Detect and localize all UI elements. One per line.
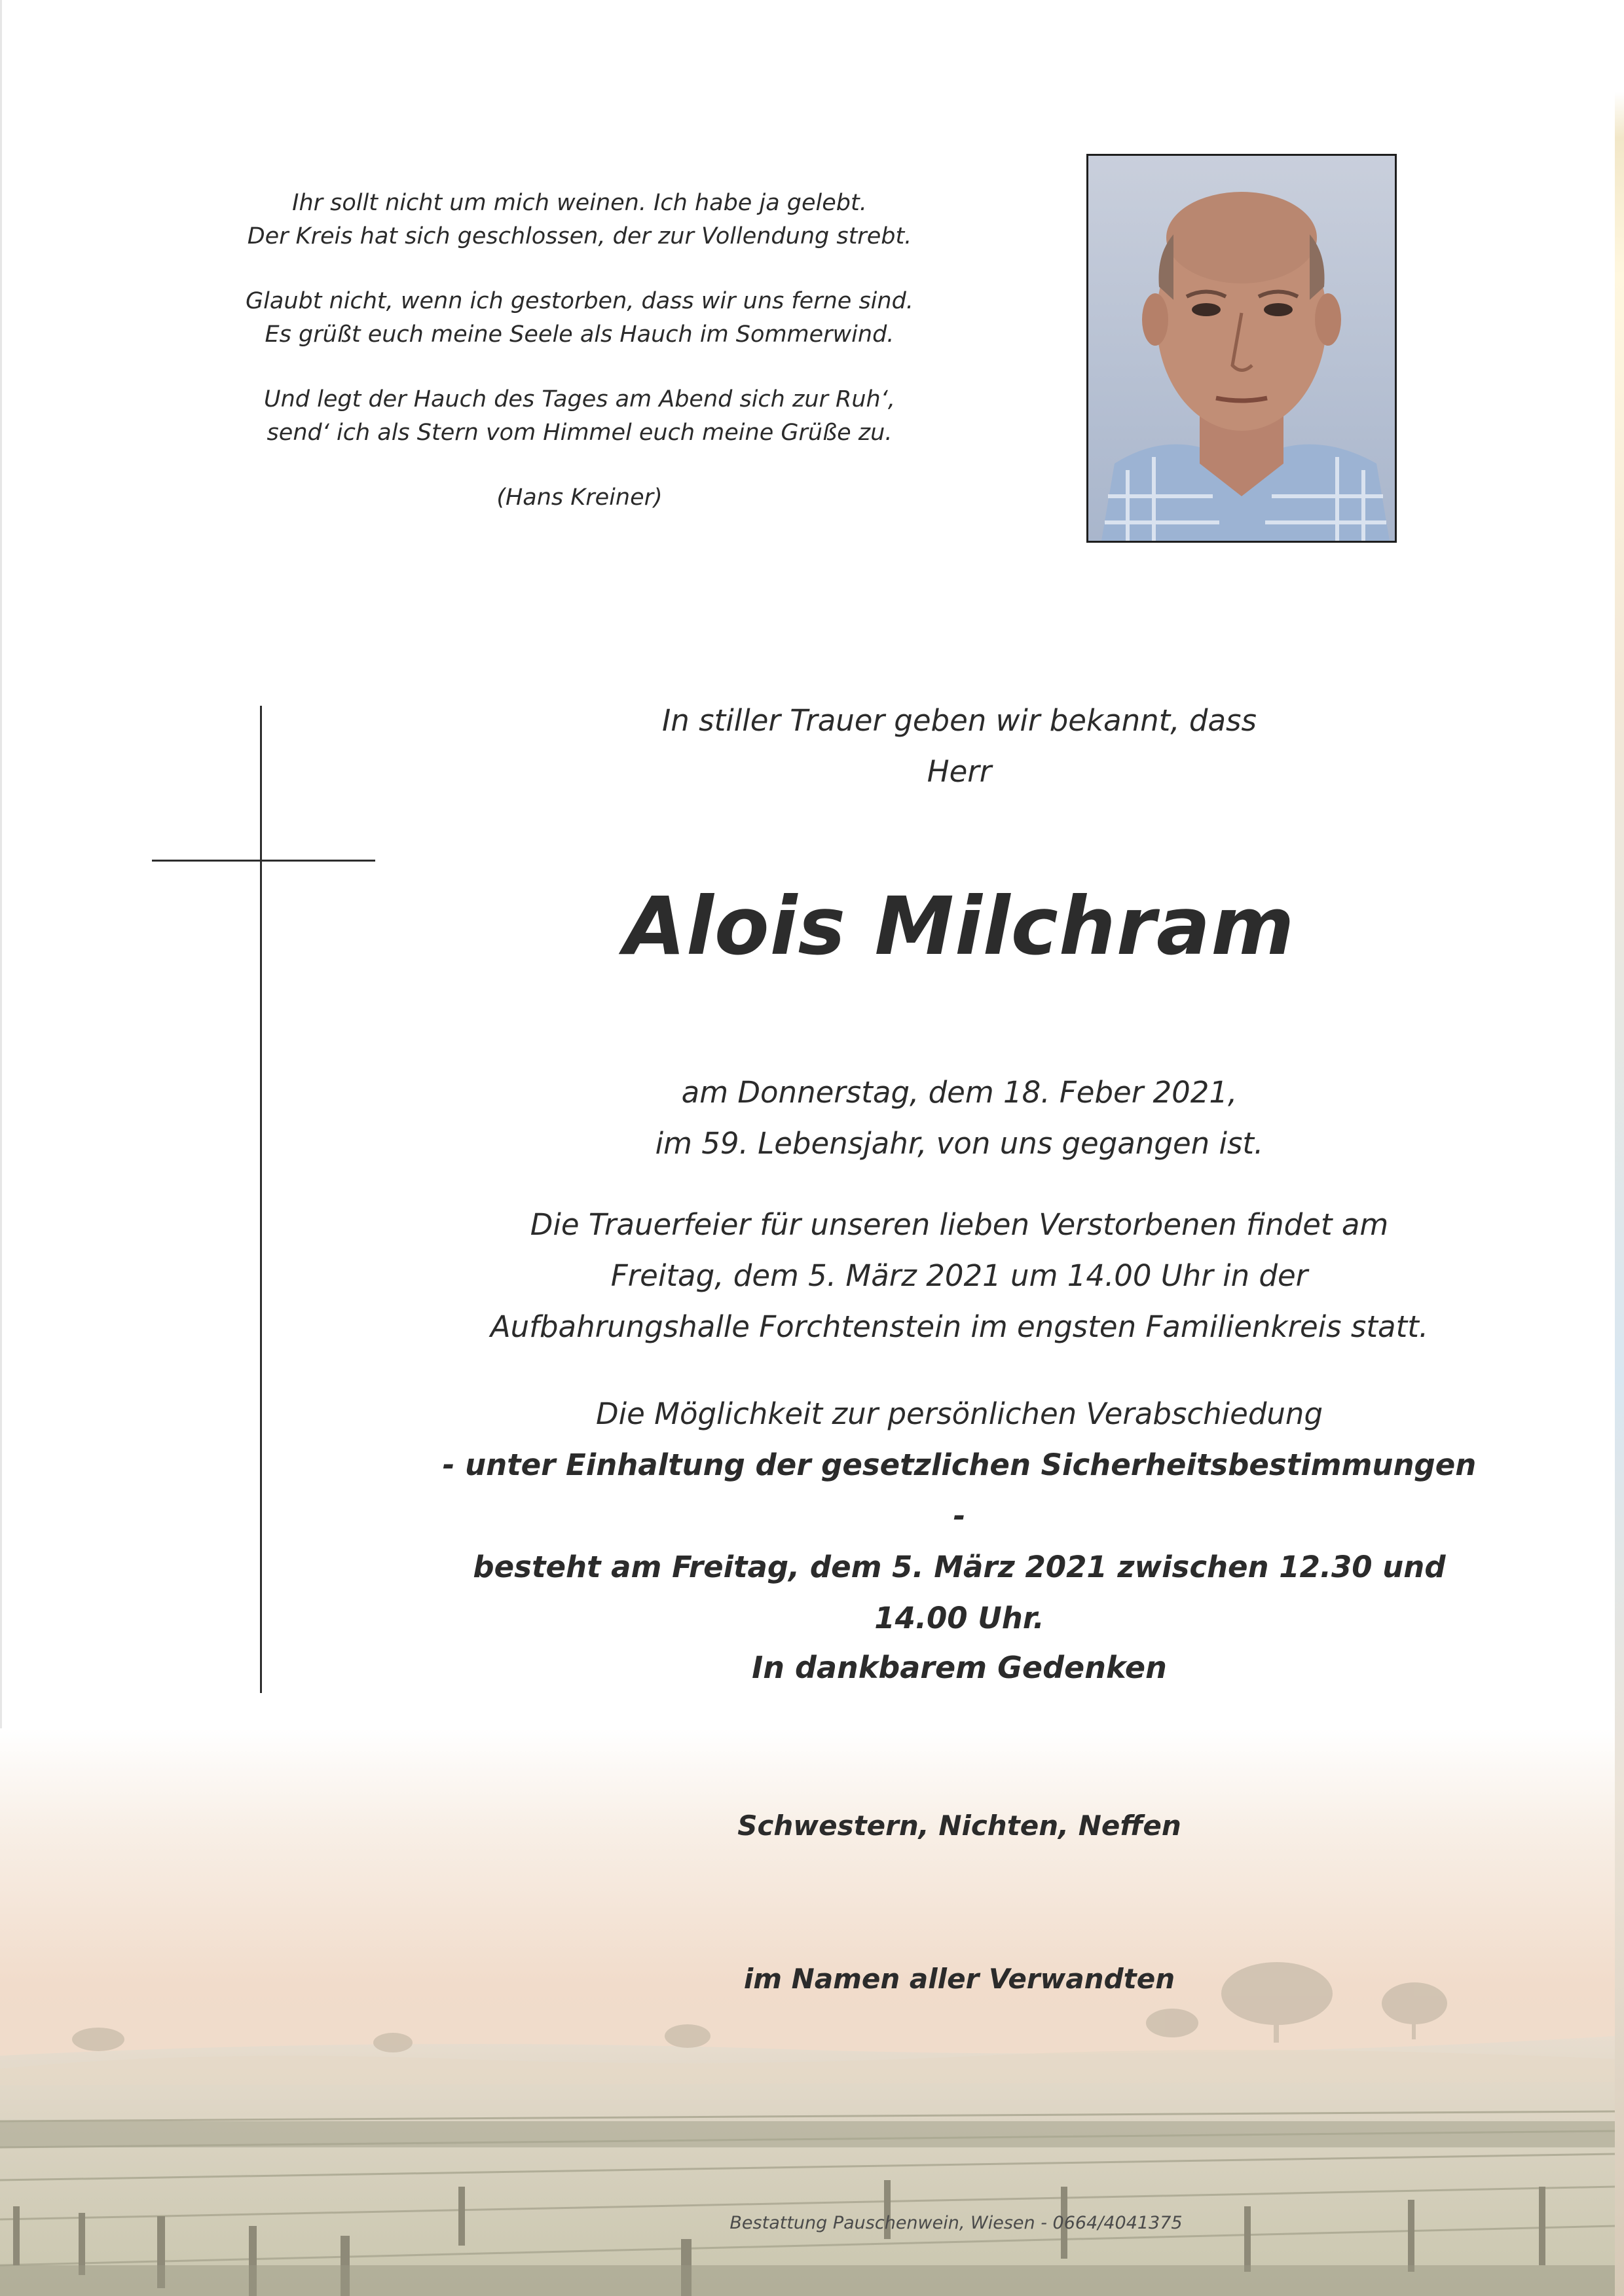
poem-stanza — [223, 285, 936, 352]
ceremony-line: Die Trauerfeier für unseren lieben Verstorbenen findet am — [530, 1207, 1389, 1242]
footer-funeral-home: Bestattung Pauschenwein, Wiesen - 0664/4041375 — [729, 2213, 1183, 2233]
poem-author: (Hans Kreiner) — [496, 484, 663, 511]
poem-line: Glaubt nicht, wenn ich gestorben, dass wir uns ferne sind. — [246, 288, 913, 314]
cross-vertical-bar — [260, 706, 262, 1693]
announcement-intro — [432, 695, 1486, 797]
poem-line: Und legt der Hauch des Tages am Abend sich zur Ruh‘, — [263, 386, 895, 412]
poem-stanza — [223, 187, 936, 253]
intro-line: In stiller Trauer geben wir bekannt, dass — [662, 703, 1257, 738]
ceremony-notice — [432, 1199, 1486, 1353]
poem-line: send‘ ich als Stern vom Himmel euch meine Grüße zu. — [267, 420, 893, 446]
farewell-line: Die Möglichkeit zur persönlichen Verabschiedung — [595, 1396, 1323, 1431]
poem-line: Es grüßt euch meine Seele als Hauch im Sommerwind. — [265, 321, 895, 348]
deceased-name: Alois Milchram — [623, 880, 1295, 973]
intro-title: Herr — [927, 754, 992, 789]
portrait-illustration — [1088, 156, 1395, 541]
portrait-photo — [1086, 154, 1397, 543]
ceremony-line: Freitag, dem 5. März 2021 um 14.00 Uhr in der — [610, 1258, 1308, 1293]
death-age-line: im 59. Lebensjahr, von uns gegangen ist. — [655, 1126, 1264, 1161]
death-date-line: am Donnerstag, dem 18. Feber 2021, — [681, 1075, 1238, 1110]
poem-line: Ihr sollt nicht um mich weinen. Ich habe ja gelebt. — [292, 190, 867, 216]
death-notice — [432, 1067, 1486, 1169]
poem — [223, 187, 936, 515]
farewell-notice — [432, 1389, 1486, 1644]
cross-horizontal-bar — [152, 860, 375, 862]
closing-relatives: im Namen aller Verwandten — [743, 1963, 1175, 1995]
farewell-line: - unter Einhaltung der gesetzlichen Sicherheitsbestimmungen - — [442, 1448, 1477, 1533]
ceremony-line: Aufbahrungshalle Forchtenstein im engsten Familienkreis statt. — [490, 1309, 1429, 1344]
closing-gedenken: In dankbarem Gedenken — [752, 1650, 1167, 1685]
poem-stanza — [223, 383, 936, 450]
right-edge-strip — [1615, 0, 1624, 2296]
poem-line: Der Kreis hat sich geschlossen, der zur Vollendung strebt. — [247, 223, 912, 249]
farewell-line: besteht am Freitag, dem 5. März 2021 zwischen 12.30 und 14.00 Uhr. — [473, 1550, 1446, 1635]
closing-mourners: Schwestern, Nichten, Neffen — [737, 1810, 1181, 1842]
